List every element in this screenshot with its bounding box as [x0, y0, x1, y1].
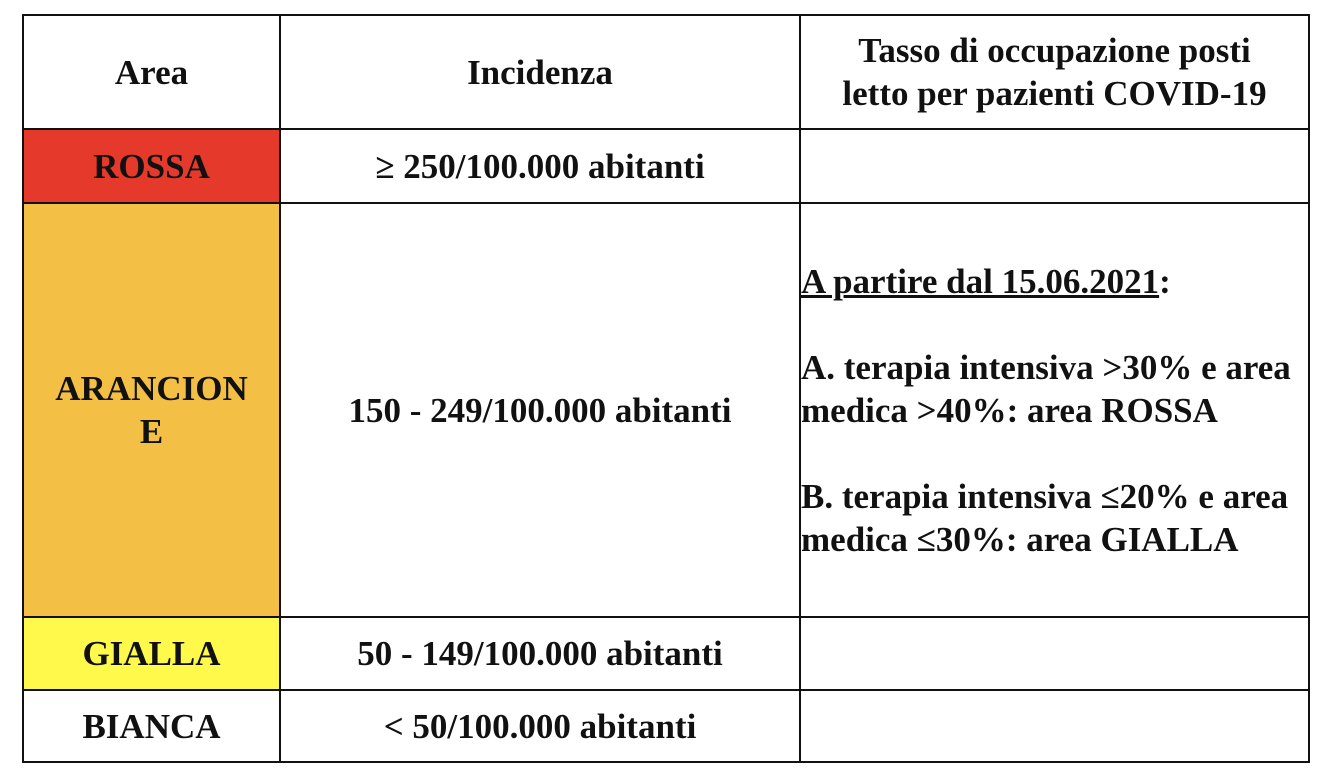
criteria-a: A. terapia intensiva >30% e area medica >40%: area ROSSA — [801, 347, 1291, 430]
zone-criteria-table — [22, 14, 1310, 763]
incidenza-value-arancione: 150 - 249/100.000 abitanti — [348, 390, 732, 430]
area-label-bianca: BIANCA — [82, 706, 221, 746]
area-label-arancione: ARANCIONE — [55, 369, 248, 451]
incidenza-value-bianca: < 50/100.000 abitanti — [383, 706, 697, 746]
incidenza-cell-gialla — [280, 617, 800, 690]
incidenza-cell-bianca — [280, 690, 800, 762]
area-cell-gialla — [23, 617, 280, 690]
criteria-heading: A partire dal 15.06.2021: — [801, 261, 1171, 301]
incidenza-cell-rossa — [280, 129, 800, 203]
tasso-cell-arancione — [800, 203, 1309, 617]
header-tasso: Tasso di occupazione posti letto per pazienti COVID-19 — [800, 15, 1309, 129]
area-label-gialla: GIALLA — [82, 634, 221, 673]
criteria-b: B. terapia intensiva ≤20% e area medica ≤30%: area GIALLA — [801, 476, 1289, 559]
tasso-cell-rossa — [800, 129, 1309, 203]
area-cell-rossa — [23, 129, 280, 203]
header-area: Area — [23, 15, 280, 129]
table-row-gialla — [23, 617, 1309, 690]
table-row-arancione — [23, 203, 1309, 617]
incidenza-cell-arancione — [280, 203, 800, 617]
header-incidenza: Incidenza — [280, 15, 800, 129]
area-cell-bianca — [23, 690, 280, 762]
tasso-cell-bianca — [800, 690, 1309, 762]
table-row-bianca — [23, 690, 1309, 762]
header-row — [23, 15, 1309, 129]
area-cell-arancione — [23, 203, 280, 617]
area-label-rossa: ROSSA — [93, 146, 210, 186]
tasso-cell-gialla — [800, 617, 1309, 690]
incidenza-value-rossa: ≥ 250/100.000 abitanti — [375, 146, 705, 186]
table-row-rossa — [23, 129, 1309, 203]
incidenza-value-gialla: 50 - 149/100.000 abitanti — [357, 634, 723, 673]
